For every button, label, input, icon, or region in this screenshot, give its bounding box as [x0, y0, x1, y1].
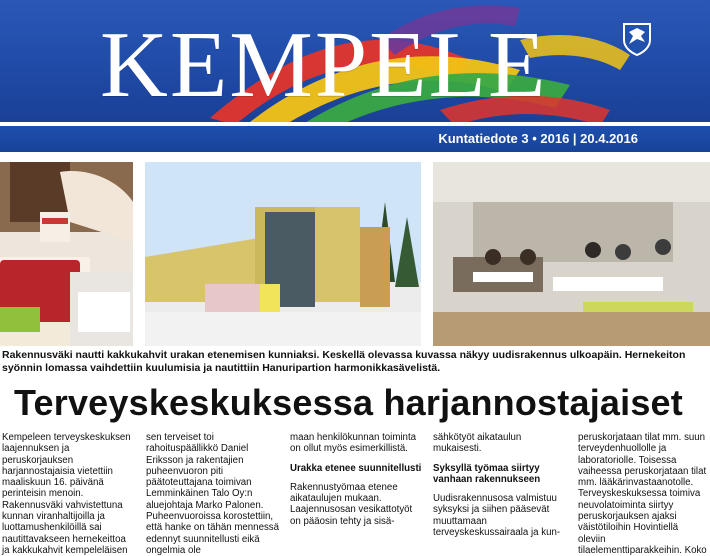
- article-column-3: [290, 432, 424, 527]
- masthead: [0, 0, 710, 128]
- issue-bar: [0, 126, 710, 152]
- article-text: sen terveiset toi rahoituspäällikkö Daniel Eriksson ja rakentajien puheenvuoron piti päätoteuttajana toimivan Lemminkäinen Talo Oy:n aluejohtaja Marko Palonen. Puheenvuoroissa korostettiin, että hanke on tähän mennessä edennyt suunnitellusti eikä ongelmia ole: [146, 432, 280, 556]
- issue-label: Kuntatiedote 3 • 2016 | 20.4.2016: [438, 131, 638, 146]
- article-text: Uudisrakennusosa valmistuu syksyksi ja siihen pääsevät muuttamaan terveyskeskussairaala ja kun-: [433, 493, 561, 539]
- article-text: sähkötyöt aikataulun mukaisesti.: [433, 432, 522, 455]
- article-text: Kempeleen terveyskeskuksen laajennuksen ja peruskorjauksen harjannostajaisia vietettiin maaliskuun 16. päivänä perinteisin menoin. Rakennusväki vahvistettuna kunnan viranhaltijoilla ja luottamushenkilöillä sai nautittavakseen hernekeittoa ja kakkukahvit kempeleläisen: [2, 432, 131, 556]
- dining-hall-photo: [433, 162, 710, 346]
- article-text: peruskorjataan tilat mm. suun terveydenhuollolle ja laboratoriolle. Toisessa vaiheessa peruskorjataan tilat mm. lääkärinvastaanotolle. Terveyskeskuksessa toimiva neuvolatoiminta siirtyy peruskorjauksen ajaksi väistötiloihin Hovintiellä oleviin tilaelementtiparakkeihin. Koko: [578, 432, 707, 556]
- masthead-title: KEMPELE: [100, 13, 548, 117]
- article-headline: Terveyskeskuksessa harjannostajaiset: [14, 382, 683, 423]
- article-column-1: [2, 432, 135, 556]
- article-text: Rakennustyömaa etenee aikataulujen mukaan. Laajennusosan vesikattotyöt on pääosin tehty ja sisä-: [290, 481, 413, 527]
- photo-caption: Rakennusväki nautti kakkukahvit urakan etenemisen kunniaksi. Keskellä olevassa kuvassa näkyy uudisrakennus ulkoapäin. Hernekeiton syönnin lomassa vaihdettiin kuulumisia ja nautittiin Hanuripartion harmonikkasävelistä.: [2, 349, 686, 374]
- article-column-2: [146, 432, 280, 556]
- article-column-4: [433, 432, 563, 538]
- building-photo: [145, 162, 421, 346]
- kempele-coat-of-arms-icon: [622, 22, 652, 56]
- article-subheading: Urakka etenee suunnitellusti: [290, 462, 422, 474]
- article-text: maan henkilökunnan toiminta on ollut myös esimerkillistä.: [290, 432, 417, 455]
- article-subheading: Syksyllä työmaa siirtyy vanhaan rakennukseen: [433, 462, 541, 485]
- article-column-5: [578, 432, 708, 556]
- cake-photo: [0, 162, 133, 346]
